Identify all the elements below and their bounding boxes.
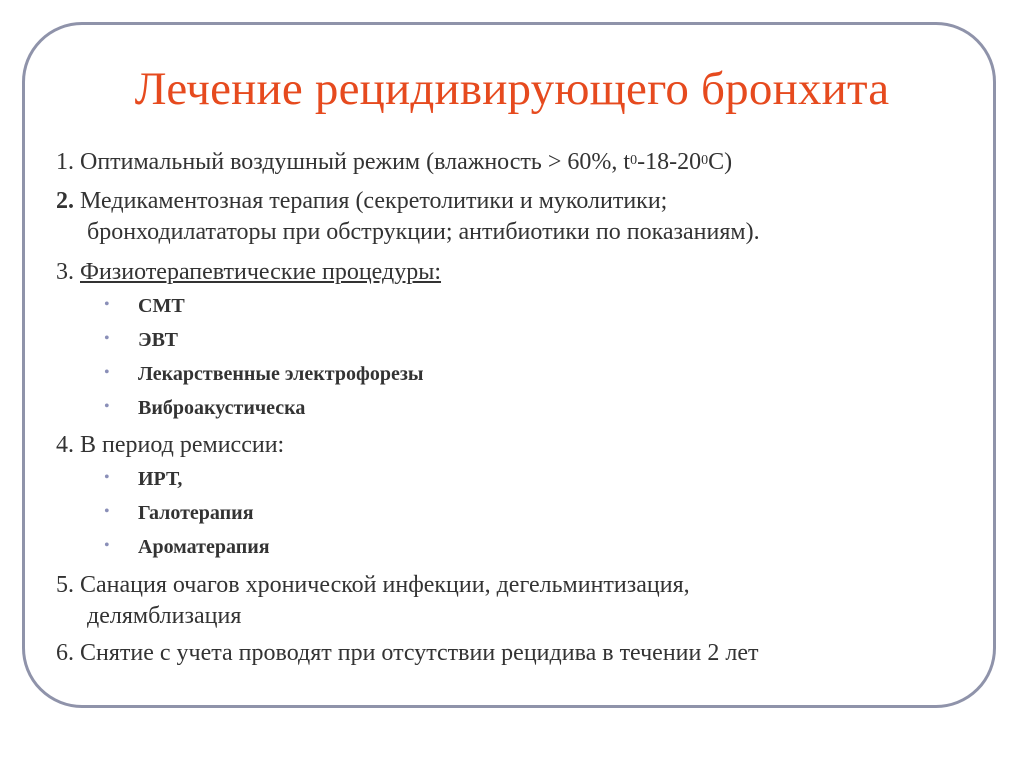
item-text: Физиотерапевтические процедуры: xyxy=(80,259,442,285)
list-item-6 xyxy=(56,638,758,669)
bullet-icon: • xyxy=(104,398,110,415)
item-number: 2. xyxy=(56,188,74,214)
subitem: ЭВТ xyxy=(138,329,178,351)
bullet-icon: • xyxy=(104,537,110,554)
item-number: 3. xyxy=(56,259,74,285)
bullet-icon: • xyxy=(104,296,110,313)
list-item-1 xyxy=(56,147,732,178)
subitem: Лекарственные электрофорезы xyxy=(138,363,424,385)
bullet-icon: • xyxy=(104,503,110,520)
item-text: Снятие с учета проводят при отсутствии рецидива в течении 2 лет xyxy=(74,640,759,666)
subitem: Галотерапия xyxy=(138,502,254,524)
list-item-3 xyxy=(56,257,441,288)
list-item-5 xyxy=(56,570,690,601)
item-number: 1. xyxy=(56,149,74,175)
item-text: Санация очагов хронической инфекции, дегельминтизация, xyxy=(74,572,690,598)
subitem: Виброакустическа xyxy=(138,397,306,419)
superscript: 0 xyxy=(701,153,709,168)
item-number: 4. xyxy=(56,432,74,458)
item-text: Оптимальный воздушный режим (влажность xyxy=(74,149,548,175)
superscript: 0 xyxy=(630,153,638,168)
item-number: 6. xyxy=(56,640,74,666)
item-text: Медикаментозная терапия (секретолитики и муколитики; xyxy=(74,188,668,214)
item-text: 60%, t xyxy=(561,149,631,175)
item-text: С) xyxy=(708,149,733,175)
list-item-5-continuation: делямблизация xyxy=(87,603,242,629)
list-item-4 xyxy=(56,430,284,461)
list-item-2-continuation: бронходилататоры при обструкции; антибиотики по показаниям). xyxy=(87,219,760,245)
subitem: ИРТ, xyxy=(138,468,183,490)
bullet-icon: • xyxy=(104,330,110,347)
slide-title: Лечение рецидивирующего бронхита xyxy=(134,63,890,115)
bullet-icon: • xyxy=(104,364,110,381)
item-number: 5. xyxy=(56,572,74,598)
greater-than-sign: > xyxy=(547,149,562,175)
item-text: В период ремиссии: xyxy=(74,432,285,458)
subitem: СМТ xyxy=(138,295,185,317)
list-item-2 xyxy=(56,186,667,217)
item-text: -18-20 xyxy=(637,149,702,175)
subitem: Ароматерапия xyxy=(138,536,270,558)
bullet-icon: • xyxy=(104,469,110,486)
